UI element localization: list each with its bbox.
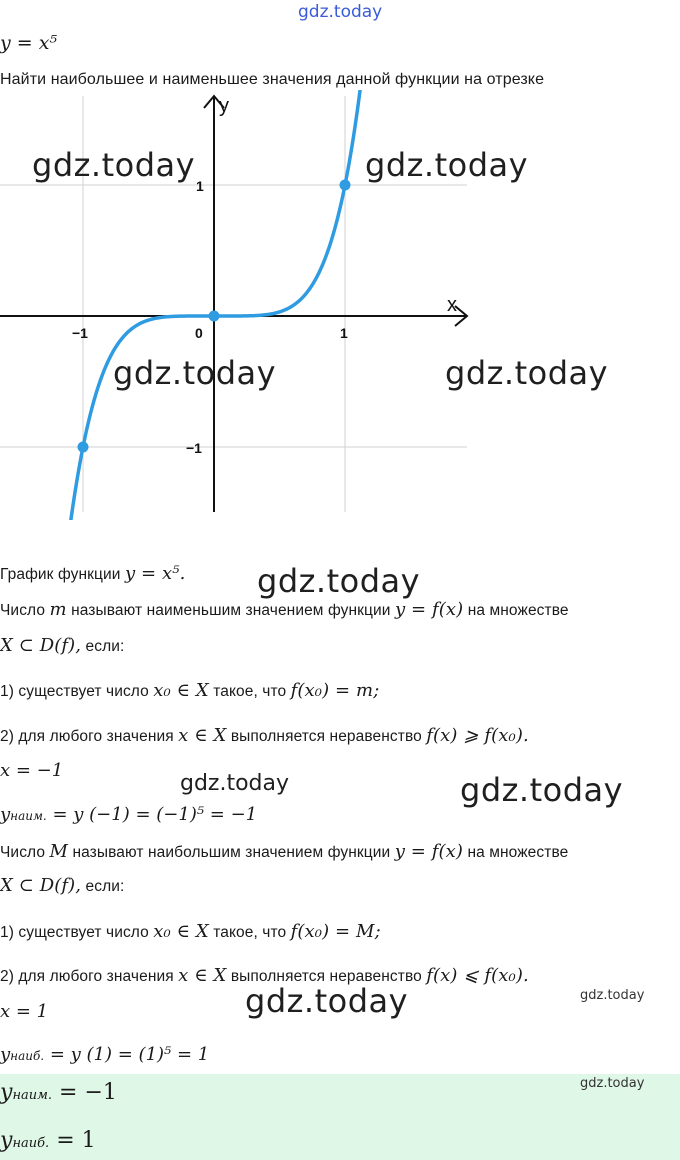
- watermark: gdz.today: [580, 1076, 645, 1091]
- function-formula: y = x⁵: [0, 32, 58, 54]
- tick-x-1: 1: [340, 325, 348, 341]
- graph-point: [340, 180, 351, 191]
- task-text: Найти наибольшее и наименьшее значения данной функции на отрезке: [0, 71, 545, 88]
- tick-x-0: 0: [195, 325, 203, 341]
- tick-x-neg1: −1: [72, 325, 88, 341]
- tick-y-1: 1: [196, 178, 204, 194]
- answer-box: [0, 1074, 680, 1160]
- min-condition-2: 2) для любого значения x ∈ X выполняется неравенство f(x) ⩾ f(x₀).: [0, 725, 529, 746]
- y-max-calculation: yнаиб. = y (1) = (1)⁵ = 1: [0, 1044, 210, 1065]
- x-max-value: x = 1: [0, 1001, 49, 1022]
- y-min-calculation: yнаим. = y (−1) = (−1)⁵ = −1: [0, 804, 258, 825]
- x-min-value: x = −1: [0, 760, 64, 781]
- watermark: gdz.today: [32, 146, 196, 184]
- graph-point: [209, 311, 220, 322]
- max-definition-set: X ⊂ D(f), если:: [0, 875, 125, 896]
- answer-max: yнаиб. = 1: [0, 1128, 96, 1153]
- watermark-top: gdz.today: [298, 2, 383, 22]
- watermark: gdz.today: [445, 354, 609, 392]
- max-condition-1: 1) существует число x₀ ∈ X такое, что f(x₀) = M;: [0, 921, 381, 942]
- max-definition: Число M называют наибольшим значением функции y = f(x) на множестве: [0, 841, 569, 862]
- watermark: gdz.today: [245, 982, 409, 1020]
- tick-y-neg1: −1: [186, 440, 202, 456]
- answer-min: yнаим. = −1: [0, 1080, 117, 1105]
- watermark: gdz.today: [257, 562, 421, 600]
- min-condition-1: 1) существует число x₀ ∈ X такое, что f(x₀) = m;: [0, 680, 380, 701]
- watermark: gdz.today: [460, 771, 624, 809]
- watermark: gdz.today: [180, 771, 290, 796]
- graph-point: [78, 442, 89, 453]
- min-definition: Число m называют наименьшим значением функции y = f(x) на множестве: [0, 599, 569, 620]
- y-axis-label: y: [219, 95, 229, 117]
- min-definition-set: X ⊂ D(f), если:: [0, 635, 125, 656]
- watermark: gdz.today: [113, 354, 277, 392]
- graph-caption: График функции y = x⁵.: [0, 563, 186, 584]
- x-axis-label: x: [447, 294, 457, 316]
- max-condition-2: 2) для любого значения x ∈ X выполняется неравенство f(x) ⩽ f(x₀).: [0, 965, 529, 986]
- watermark: gdz.today: [580, 988, 645, 1003]
- watermark: gdz.today: [365, 146, 529, 184]
